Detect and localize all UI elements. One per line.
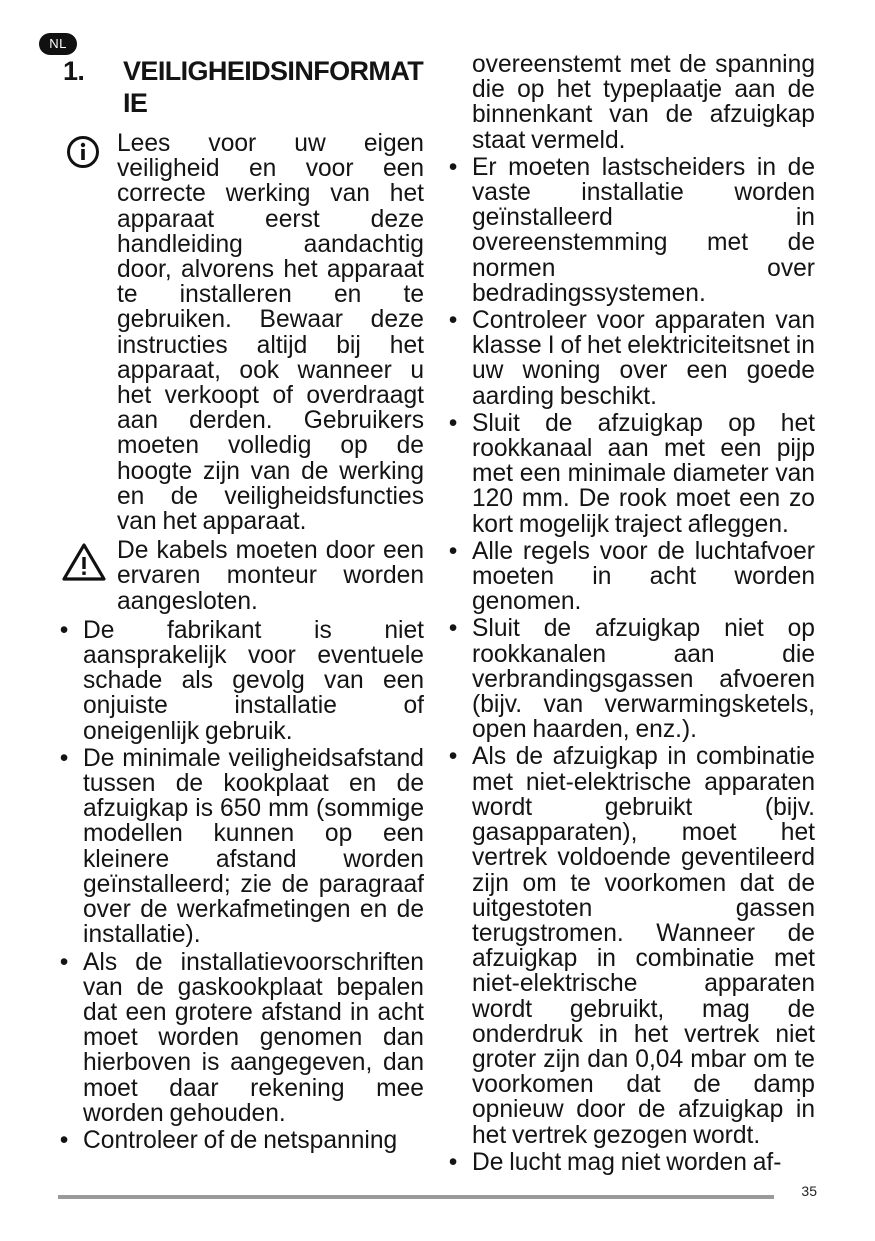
bullet-dot: • xyxy=(448,307,458,335)
list-item: • De fabrikant is niet aansprakelijk voor eventuele schade als gevolg van een onjuiste installatie of oneigenlijk gebruik. xyxy=(59,616,424,745)
section-number: 1. xyxy=(63,56,85,86)
list-item: • Controleer of de netspanning xyxy=(59,1126,398,1154)
info-notice xyxy=(58,131,424,534)
bullet-dot: • xyxy=(448,153,458,181)
page-number: 35 xyxy=(801,1183,817,1199)
bullet-dot: • xyxy=(59,948,69,976)
bullet-dot: • xyxy=(448,1148,458,1176)
bullet-dot: • xyxy=(59,744,69,772)
bullet-dot: • xyxy=(448,615,458,643)
list-item: • De minimale veiligheidsafstand tussen de kookplaat en de afzuigkap is 650 mm (sommige modellen kunnen op een kleinere afstand worden geïnstalleerd; zie de paragraaf over de werkafmetingen en de installatie). xyxy=(59,744,424,949)
footer-divider xyxy=(58,1195,774,1199)
right-bullet-list xyxy=(447,155,815,1175)
bullet-dot: • xyxy=(59,1126,69,1154)
list-item: • Sluit de afzuigkap op het rookkanaal aan met een pijp met een minimale diameter van 120 mm. De rook moet een zo kort mogelijk traject afleggen. xyxy=(448,409,815,538)
section-title: VEILIGHEIDSINFORMATIE xyxy=(123,56,424,118)
list-item: • Sluit de afzuigkap niet op rookkanalen aan die verbrandingsgassen afvoeren (bijv. van verwarmingsketels, open haarden, enz.). xyxy=(448,615,815,744)
list-item: • Als de installatievoorschriften van de gaskookplaat bepalen dat een grotere afstand in acht moet worden genomen dan hierboven is aangegeven, dan moet daar rekening mee worden gehouden. xyxy=(59,948,424,1127)
language-badge: NL xyxy=(39,33,77,55)
bullet-dot: • xyxy=(59,616,69,644)
continued-text: overeenstemt met de spanning die op het typeplaatje aan de binnenkant van de afzuigkap staat vermeld. xyxy=(472,51,815,154)
bullet-dot: • xyxy=(448,743,458,771)
bullet-dot: • xyxy=(448,537,458,565)
list-item: • Er moeten lastscheiders in de vaste installatie worden geïnstalleerd in overeenstemming met de normen over bedradingssystemen. xyxy=(448,153,815,307)
list-item: • Alle regels voor de luchtafvoer moeten in acht worden genomen. xyxy=(448,537,815,616)
left-column xyxy=(58,52,424,1155)
list-item: • De lucht mag niet worden af- xyxy=(448,1148,782,1176)
warning-notice-text: De kabels moeten door een ervaren monteur worden aangesloten. xyxy=(117,537,424,615)
info-notice-text: Lees voor uw eigen veiligheid en voor een correcte werking van het apparaat eerst deze handleiding aandachtig door, alvorens het apparaat te installeren en te gebruiken. Bewaar deze instructies altijd bij het apparaat, ook wanneer u het verkoopt of overdraagt aan derden. Gebruikers moeten volledig op de hoogte zijn van de werking en de veiligheidsfuncties van het apparaat. xyxy=(117,130,424,536)
warning-notice xyxy=(58,538,424,614)
warning-icon xyxy=(62,542,106,582)
section-heading xyxy=(58,55,424,119)
info-icon xyxy=(66,135,100,169)
left-bullet-list xyxy=(58,618,424,1153)
list-item: • Als de afzuigkap in combinatie met niet-elektrische apparaten wordt gebruikt (bijv. gasapparaten), moet het vertrek voldoende geventileerd zijn om te voorkomen dat de uitgestoten gassen terugstromen. Wanneer de afzuigkap in combinatie met niet-elektrische apparaten wordt gebruikt, mag de onderdruk in het vertrek niet groter zijn dan 0,04 mbar om te voorkomen dat de damp opnieuw door de afzuigkap in het vertrek gezogen wordt. xyxy=(448,743,815,1149)
bullet-dot: • xyxy=(448,409,458,437)
list-item: • Controleer voor apparaten van klasse I of het elektriciteitsnet in uw woning over een goede aarding beschikt. xyxy=(448,307,815,410)
right-column xyxy=(447,52,815,1177)
